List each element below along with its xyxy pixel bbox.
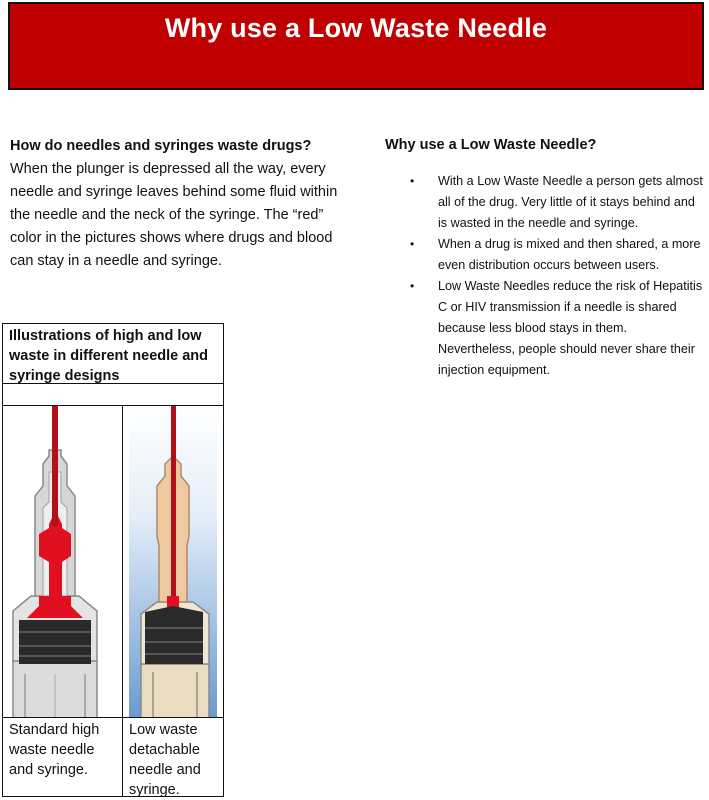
list-item (385, 171, 707, 234)
table-spacer-row (3, 384, 223, 406)
waste-explanation (10, 135, 340, 273)
illustration-table (2, 323, 224, 797)
title-banner (8, 2, 704, 90)
bullet-icon: • (410, 279, 415, 293)
illustration-caption: Illustrations of high and low waste in different needle and syringe designs (3, 324, 223, 384)
low-waste-syringe-image (123, 406, 223, 718)
page-title: Why use a Low Waste Needle (164, 12, 548, 43)
list-item-text: With a Low Waste Needle a person gets almost all of the drug. Very little of it stays behind and is wasted in the needle and syringe. (438, 174, 703, 230)
low-waste-syringe-label: Low waste detachable needle and syringe. (129, 722, 201, 798)
list-item (385, 234, 707, 276)
bullet-icon: • (410, 237, 415, 251)
standard-syringe-image (3, 406, 123, 718)
list-item-text: When a drug is mixed and then shared, a more even distribution occurs between users. (438, 237, 701, 272)
bullet-icon: • (410, 174, 415, 188)
list-item-text: Low Waste Needles reduce the risk of Hepatitis C or HIV transmission if a needle is shared because less blood stays in them. Nevertheless, people should never share their injection equipment. (438, 279, 703, 377)
standard-syringe-label: Standard high waste needle and syringe. (3, 718, 123, 797)
standard-syringe-illustration (3, 406, 122, 718)
illustration-labels-row (3, 717, 223, 797)
reasons-section (385, 135, 707, 381)
reasons-heading: Why use a Low Waste Needle? (385, 137, 597, 153)
waste-question-heading: How do needles and syringes waste drugs? (10, 138, 312, 154)
reasons-list (385, 171, 707, 381)
waste-explanation-text: When the plunger is depressed all the way, every needle and syringe leaves behind some fluid within the needle and the neck of the syringe. The “red” color in the pictures shows where drugs and blood can stay in a needle and syringe. (10, 161, 338, 269)
low-waste-syringe-illustration (123, 406, 223, 718)
list-item (385, 276, 707, 381)
